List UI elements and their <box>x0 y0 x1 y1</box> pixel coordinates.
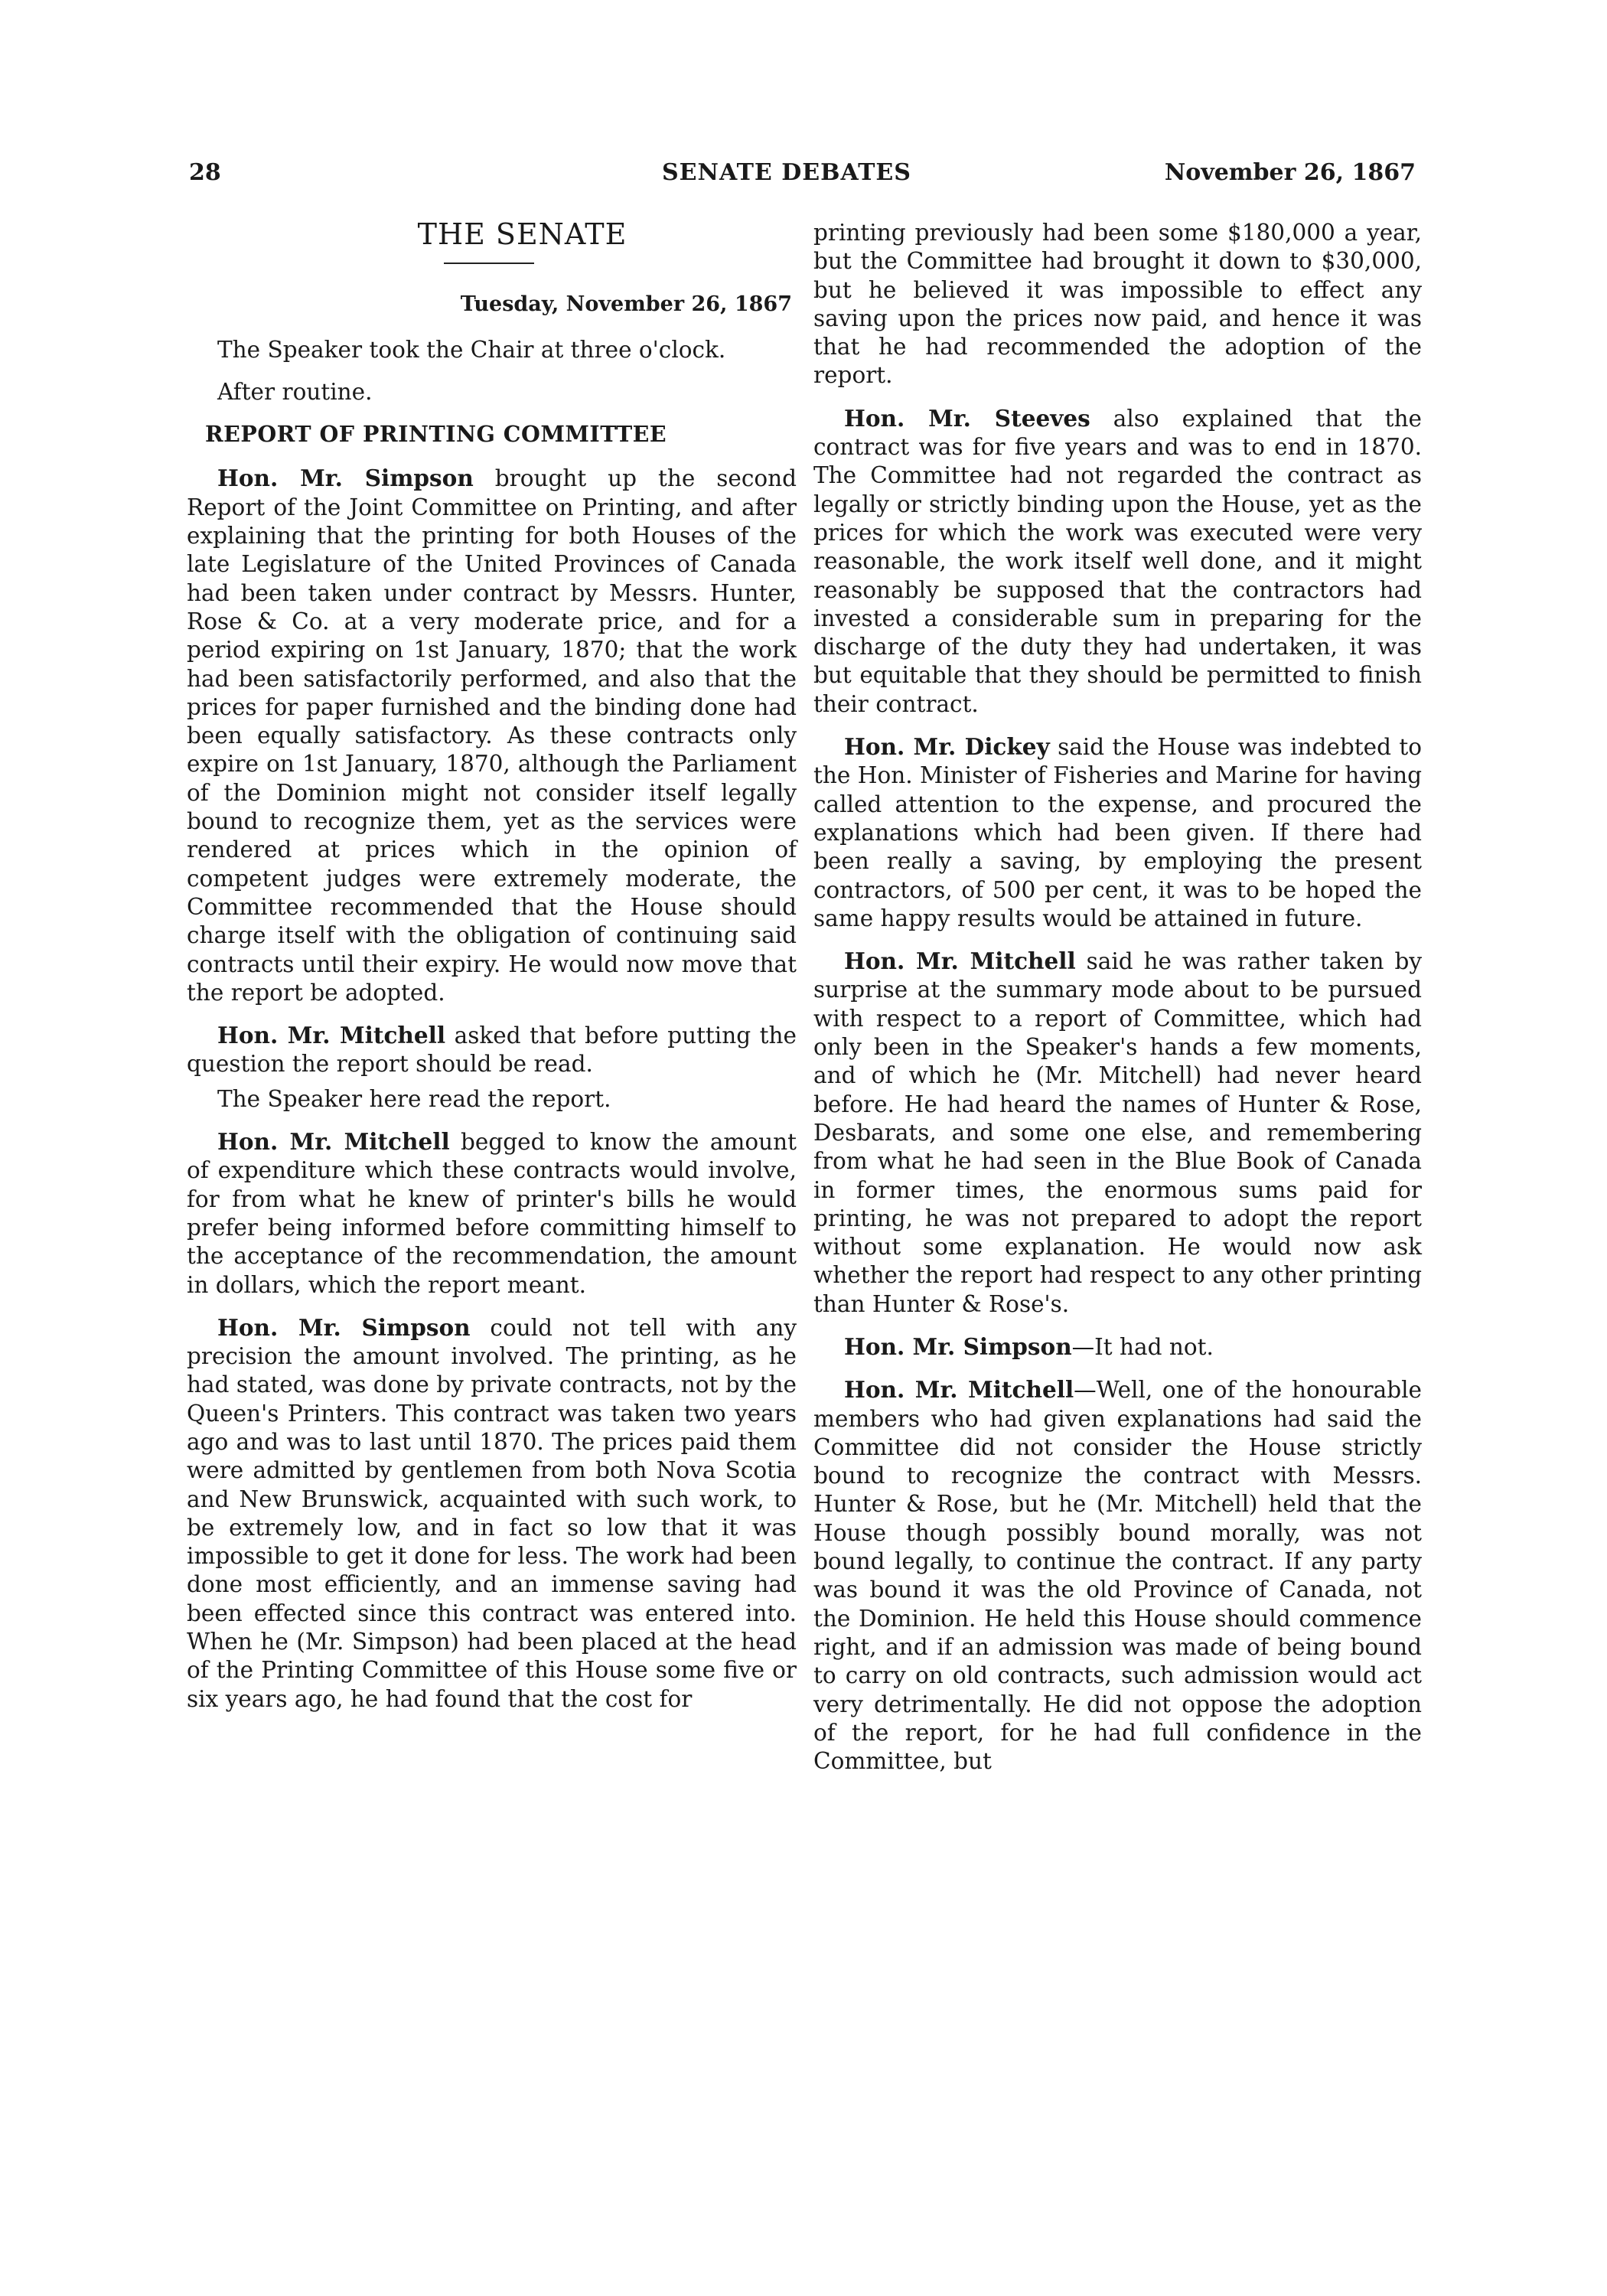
senate-title: THE SENATE <box>417 217 627 251</box>
speaker-name: Hon. Mr. Mitchell <box>217 1128 450 1156</box>
speech-text: asked that before putting the question the report should be read. <box>187 1022 797 1078</box>
speech-text: brought up the second Report of the Joint Committee on Printing, and after explaining that the printing for both Houses of the late Legislature of the United Provinces of Canada had been taken under contract by Messrs. Hunter, Rose & Co. at a very moderate price, and for a period expiring on 1st January, 1870; that the work had been satisfactorily performed, and also that the prices for paper furnished and the binding done had been equally satisfactory. As these contracts only expire on 1st January, 1870, although the Parliament of the Dominion might not consider itself legally bound to recognize them, yet as the services were rendered at prices which in the opinion of competent judges were extremely moderate, the Committee recommended that the House should charge itself with the obligation of continuing said contracts until their expiry. He would now move that the report be adopted. <box>187 465 797 1006</box>
page-number: 28 <box>189 159 221 186</box>
paragraph-speaker-took-chair: The Speaker took the Chair at three o'clock. <box>217 336 726 363</box>
header-date: November 26, 1867 <box>1164 159 1416 186</box>
title-rule <box>444 263 534 264</box>
paragraph-after-routine: After routine. <box>217 378 373 405</box>
speaker-name: Hon. Mr. Dickey <box>844 733 1050 761</box>
speech-text: also explained that the contract was for five years and was to end in 1870. The Committee had not regarded the contract as legally or strictly binding upon the House, yet as the prices for which the work was executed were very reasonable, the work itself well done, and it might reasonably be supposed that the contractors had invested a considerable sum in preparing for the discharge of the duty they had undertaken, it was but equitable that they should be permitted to finish their contract. <box>813 405 1422 717</box>
speech-text: said he was rather taken by surprise at the summary mode about to be pursued with respect to a report of Committee, which had only been in the Speaker's hands a few moments, and of which he (Mr. Mitchell) had never heard before. He had heard the names of Hunter & Rose, Desbarats, and some one else, and remembering from what he had seen in the Blue Book of Canada in former times, the enormous sums paid for printing, he was not prepared to adopt the report without some explanation. He would now ask whether the report had respect to any other printing than Hunter & Rose's. <box>813 948 1423 1317</box>
right-column <box>813 219 1422 1789</box>
paragraph-mitchell-asked <box>187 1021 797 1079</box>
speech-text: said the House was indebted to the Hon. Minister of Fisheries and Marine for having called attention to the expense, and procured the explanations which had been given. If there had been really a saving, by employing the present contractors, of 500 per cent, it was to be hoped the same happy results would be attained in future. <box>813 734 1423 931</box>
paragraph-dickey <box>813 732 1422 933</box>
speech-text: —Well, one of the honourable members who had given explanations had said the Committee did not consider the House strictly bound to recognize the contract with Messrs. Hunter & Rose, but he (Mr. Mitchell) held that the House though possibly bound morally, was not bound legally, to continue the contract. If any party was bound it was the old Province of Canada, not the Dominion. He held this House should commence right, and if an admission was made of being bound to carry on old contracts, such admission would act very detrimentally. He did not oppose the adoption of the report, for he had full confidence in the Committee, but <box>813 1377 1422 1775</box>
running-title: SENATE DEBATES <box>662 159 911 186</box>
speaker-name: Hon. Mr. Mitchell <box>844 947 1076 975</box>
speaker-name: Hon. Mr. Simpson <box>217 1313 471 1341</box>
speech-text: begged to know the amount of expenditure which these contracts would involve, for from what he knew of printer's bills he would prefer being informed before committing himself to the acceptance of the recommendation, the amount in dollars, which the report meant. <box>187 1129 797 1298</box>
paragraph-speaker-read: The Speaker here read the report. <box>217 1085 611 1112</box>
speech-text: could not tell with any precision the amount involved. The printing, as he had stated, was done by private contracts, not by the Queen's Printers. This contract was taken two years ago and was to last until 1870. The prices paid them were admitted by gentlemen from both Nova Scotia and New Brunswick, acquainted with such work, to be extremely low, and in fact so low that it was impossible to get it done for less. The work had been done most efficiently, and an immense saving had been effected since this contract was entered into. When he (Mr. Simpson) had been placed at the head of the Printing Committee of this House some five or six years ago, he had found that the cost for <box>187 1314 797 1712</box>
dateline: Tuesday, November 26, 1867 <box>460 292 792 317</box>
speaker-name: Hon. Mr. Simpson <box>217 465 474 492</box>
speaker-name: Hon. Mr. Steeves <box>844 404 1090 432</box>
speaker-name: Hon. Mr. Mitchell <box>217 1022 446 1049</box>
paragraph-mitchell-well <box>813 1375 1422 1776</box>
speaker-name: Hon. Mr. Simpson <box>844 1332 1072 1360</box>
running-header <box>0 159 1607 190</box>
paragraph-simpson-precision <box>187 1313 797 1714</box>
paragraph-simpson-report <box>187 464 797 1007</box>
paragraph-simpson-had-not <box>813 1332 1422 1362</box>
paragraph-continued: printing previously had been some $180,000 a year, but the Committee had brought it down to $30,000, but he believed it was impossible to effect any saving upon the prices now paid, and hence it was that he had recommended the adoption of the report. <box>813 220 1422 389</box>
paragraph-mitchell-begged <box>187 1127 797 1300</box>
paragraph-steeves <box>813 404 1422 719</box>
paragraph-mitchell-surprise <box>813 947 1422 1319</box>
speaker-name: Hon. Mr. Mitchell <box>844 1376 1074 1404</box>
speech-text: —It had not. <box>1071 1333 1214 1360</box>
left-column <box>187 217 797 1727</box>
section-heading: REPORT OF PRINTING COMMITTEE <box>205 421 667 448</box>
